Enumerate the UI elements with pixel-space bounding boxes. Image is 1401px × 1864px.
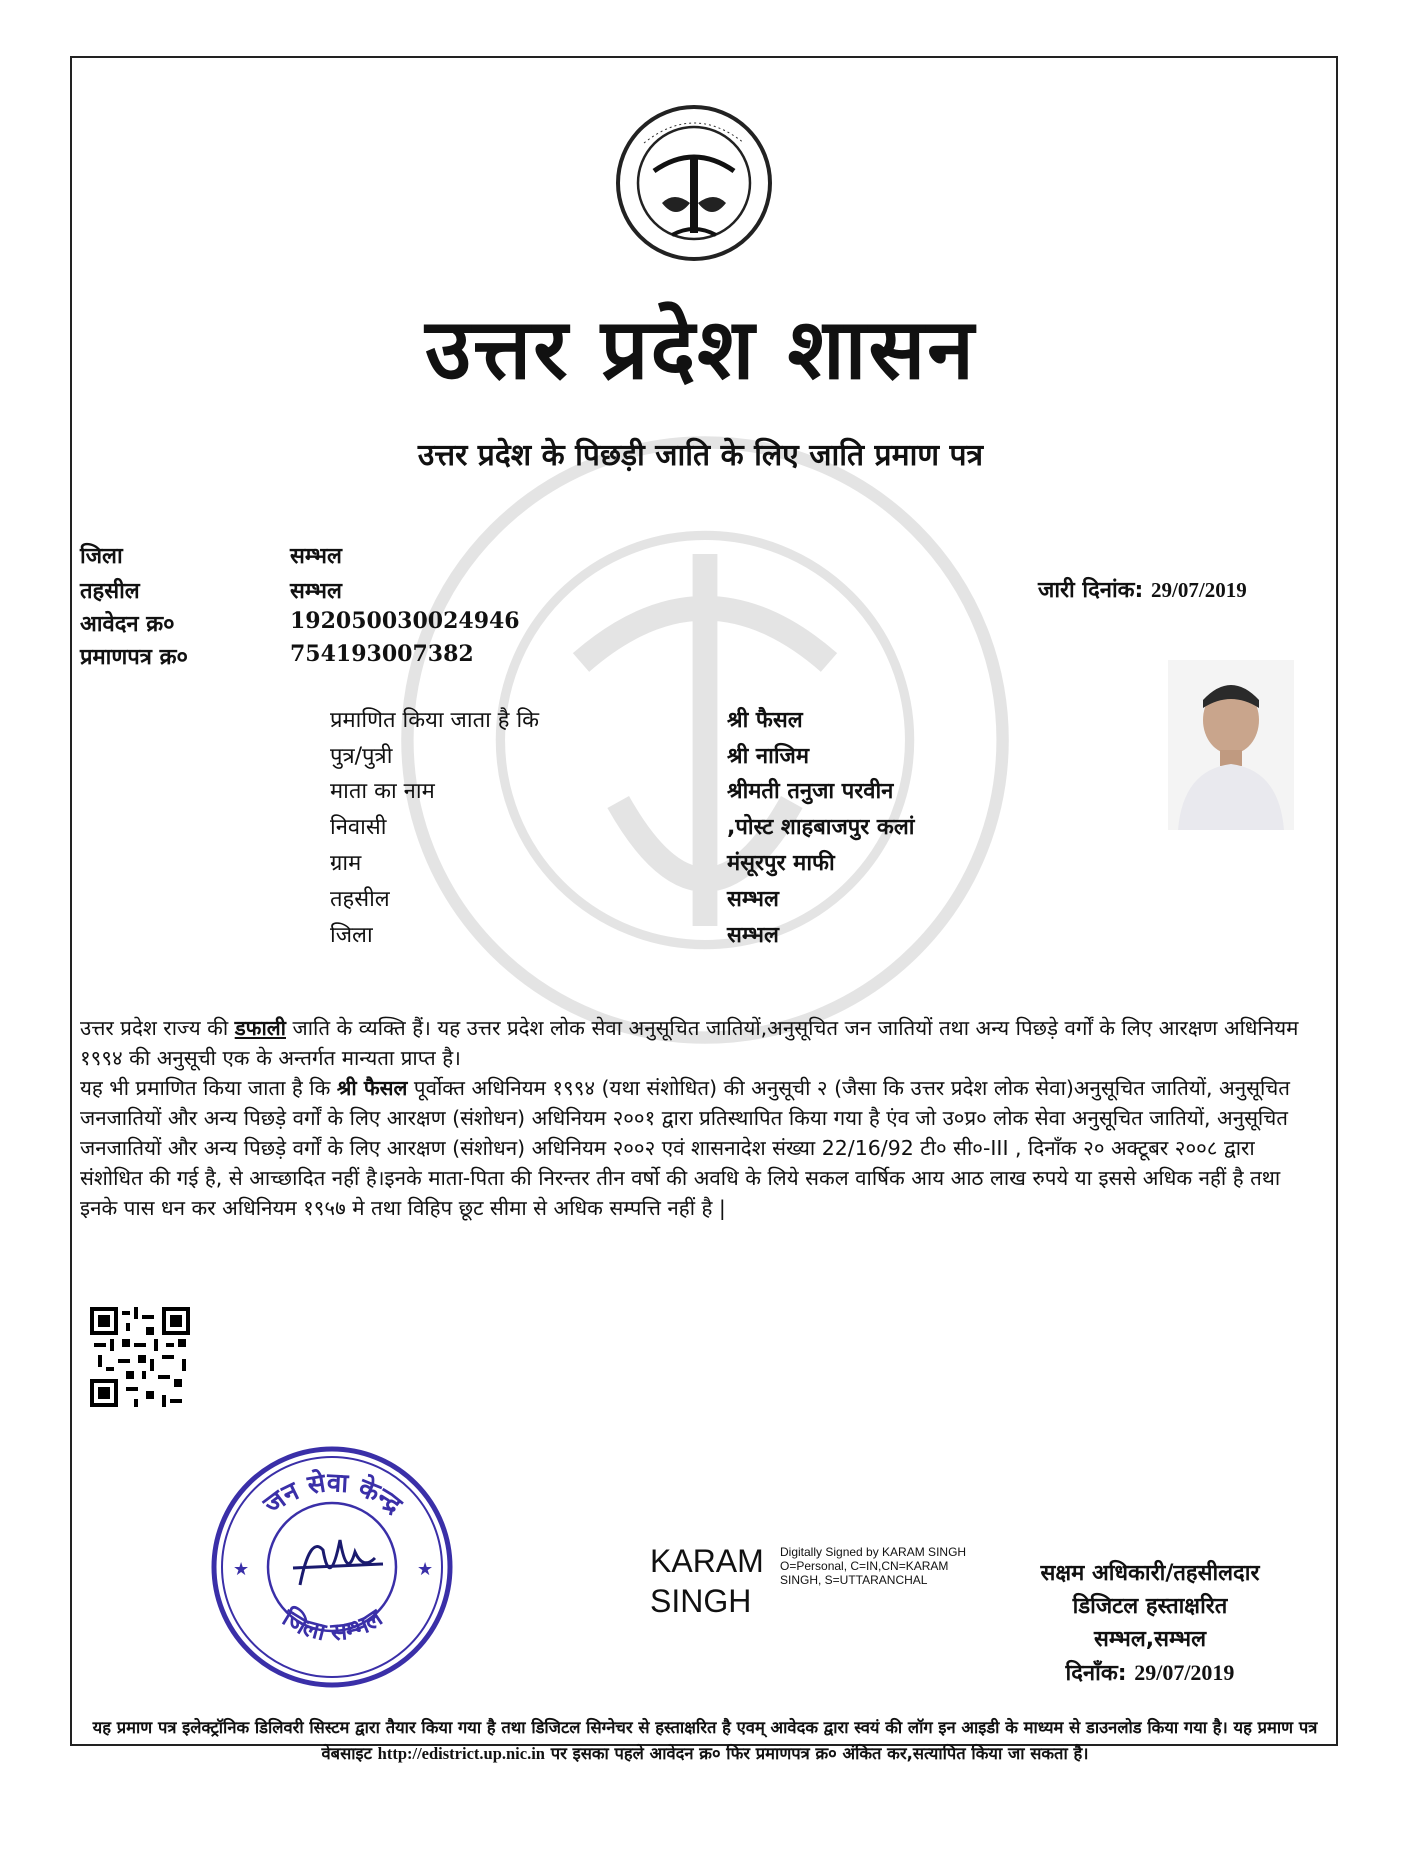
district-label: जिला	[80, 544, 123, 569]
uttar-pradesh-emblem-icon	[614, 103, 774, 263]
certificate-body	[80, 1013, 1318, 1223]
svg-text:जन सेवा केन्द्र	[257, 1467, 408, 1521]
paragraph-income-text: पूर्वोक्त अधिनियम १९९४ (यथा संशोधित) की अनुसूची २ (जैसा कि उत्तर प्रदेश लोक सेवा)अनुसूचित जातियों, अनुसूचित जनजातियों और अन्य पिछड़े वर्गों के लिए आरक्षण (संशोधन) अधिनियम २००१ द्वारा प्रतिस्थापित किया गया है एंव जो उ०प्र० लोक सेवा अनुसूचित जातियों, अनुसूचित जनजातियों और अन्य पिछड़े वर्गों के लिए आरक्षण (संशोधन) अधिनियम २००२ एवं शासनादेश संख्या 22/16/92 टी० सी०-III , दिनाँक २० अक्टूबर २००८ द्वारा संशोधित की गई है, से आच्छादित नहीं है।इनके माता-पिता की निरन्तर तीन वर्षो की अवधि के लिये सकल वार्षिक आय आठ लाख रुपये या इससे अधिक नहीं है तथा इनके पास धन कर अधिनियम १९५७ मे तथा विहिप छूट सीमा से अधिक सम्पत्ति नहीं है |	[80, 1076, 1290, 1220]
officer-block	[1000, 1557, 1300, 1690]
footer-url: http://edistrict.up.nic.in	[377, 1744, 545, 1763]
digital-signature-block	[650, 1541, 967, 1621]
applicant-photo	[1168, 660, 1294, 830]
application-number-label: आवेदन क्र०	[80, 612, 175, 637]
signature-details: Digitally Signed by KARAM SINGH O=Personal, C=IN,CN=KARAM SINGH, S=UTTARANCHAL	[780, 1545, 967, 1587]
paragraph-income-intro: यह भी प्रमाणित किया जाता है कि	[80, 1076, 337, 1100]
jan-seva-kendra-seal	[205, 1440, 460, 1695]
detail-label-resident: निवासी	[330, 815, 387, 840]
detail-value-father: श्री नाजिम	[727, 744, 810, 769]
officer-place: सम्भल,सम्भल	[1093, 1627, 1207, 1652]
certificate-number-value: 754193007382	[290, 641, 474, 667]
officer-designation: सक्षम अधिकारी/तहसीलदार	[1040, 1561, 1260, 1586]
detail-label-village: ग्राम	[330, 851, 362, 876]
detail-value-mother: श्रीमती तनुजा परवीन	[727, 779, 894, 804]
issue-date	[1038, 574, 1247, 604]
paragraph-caste-text: जाति के व्यक्ति हैं। यह उत्तर प्रदेश लोक सेवा अनुसूचित जातियों,अनुसूचित जन जातियों तथा अन्य पिछड़े वर्गों के लिए आरक्षण अधिनियम १९९४ की अनुसूची एक के अन्तर्गत मान्यता प्राप्त है।	[80, 1016, 1299, 1070]
watermark-emblem-icon	[395, 430, 1015, 1050]
seal-bottom-text: जिला सम्भल	[277, 1603, 388, 1647]
district-value: सम्भल	[290, 543, 342, 569]
paragraph-caste-intro: उत्तर प्रदेश राज्य की	[80, 1016, 235, 1040]
signer-name-line1: KARAM	[650, 1543, 764, 1579]
footer-note	[80, 1715, 1330, 1767]
tehsil-label: तहसील	[80, 579, 140, 604]
officer-date	[1000, 1656, 1300, 1690]
detail-value-post: ,पोस्ट शाहबाजपुर कलां	[727, 815, 915, 840]
svg-text:जिला सम्भल	[277, 1603, 389, 1647]
issue-date-value: 29/07/2019	[1151, 578, 1247, 602]
tehsil-value: सम्भल	[290, 578, 342, 604]
svg-text:★: ★	[233, 1559, 250, 1580]
certificate-number-label: प्रमाणपत्र क्र०	[80, 645, 188, 670]
detail-value-village: मंसूरपुर माफी	[727, 851, 835, 876]
issue-date-label: जारी दिनांक:	[1038, 578, 1144, 603]
seal-top-text: जन सेवा केन्द्र	[258, 1467, 408, 1521]
applicant-name: श्री फैसल	[336, 1076, 408, 1100]
caste-name: डफाली	[234, 1016, 286, 1040]
officer-date-value: 29/07/2019	[1134, 1660, 1235, 1685]
application-number-value: 192050030024946	[290, 608, 520, 634]
government-title: उत्तर प्रदेश शासन	[425, 300, 976, 398]
svg-text:★: ★	[417, 1559, 434, 1580]
detail-value-name: श्री फैसल	[727, 708, 803, 733]
detail-label-tehsil: तहसील	[330, 887, 390, 912]
detail-label-mother: माता का नाम	[330, 779, 435, 804]
paragraph-caste	[80, 1013, 1318, 1073]
detail-label-certified: प्रमाणित किया जाता है कि	[330, 708, 540, 733]
detail-label-district: जिला	[330, 923, 373, 948]
officer-signed-note: डिजिटल हस्ताक्षरित	[1072, 1594, 1228, 1619]
officer-date-label: दिनाँक:	[1065, 1661, 1127, 1686]
certificate-title: उत्तर प्रदेश के पिछड़ी जाति के लिए जाति प्रमाण पत्र	[417, 438, 984, 473]
footer-text-b: पर इसका पहले आवेदन क्र० फिर प्रमाणपत्र क्र० अंकित कर,सत्यापित किया जा सकता है।	[544, 1744, 1089, 1763]
detail-label-child-of: पुत्र/पुत्री	[330, 744, 393, 769]
signer-name-line2: SINGH	[650, 1583, 752, 1619]
qr-code-icon	[90, 1307, 190, 1407]
detail-value-tehsil: सम्भल	[727, 887, 779, 912]
footer-text-a: यह प्रमाण पत्र इलेक्ट्रॉनिक डिलिवरी सिस्टम द्वारा तैयार किया गया है तथा डिजिटल सिग्नेचर से हस्ताक्षरित है एवम् आवेदक द्वारा स्वयं की लॉग इन आइडी के माध्यम से डाउनलोड किया गया है। यह प्रमाण पत्र वेबसाइट	[92, 1718, 1318, 1763]
detail-value-district: सम्भल	[727, 923, 779, 948]
paragraph-income	[80, 1073, 1318, 1223]
